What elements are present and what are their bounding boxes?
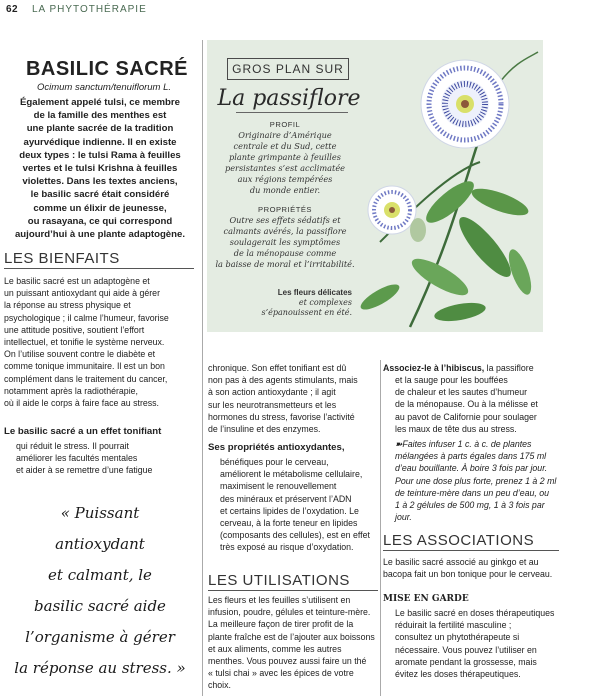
column-divider xyxy=(202,40,203,696)
title-underline xyxy=(236,112,348,113)
utilisations-text: Les fleurs et les feuilles s’utilisent en infusion, poudre, gélules et teinture-mère. La meilleure façon de tirer profit de la plante fraîche est de l’ajouter aux boissons et aux aliments, comme les autres menthes. Vous pouvez aussi faire un thé « tulsi chai » avec les épices de votre choix. xyxy=(208,595,375,691)
proprietes-label: PROPRIÉTÉS xyxy=(258,205,312,214)
mise-en-garde-text: Le basilic sacré en doses thérapeutiques réduirait la fertilité masculine ; consultez un phytothérapeute si nécessaire. Vous pouvez l’utiliser en aromate pendant la grossesse, mais évitez les doses thérapeutiques. xyxy=(395,608,555,680)
bienfaits-text: Le basilic sacré est un adaptogène et un puissant antioxydant qui aide à gérer la réponse au stress physique et psychologique ; il calme l’humeur, favorise une attitude positive, soutient l’effort intellectuel, et tonifie le système nerveux. On l’utilise souvent contre le diabète et comme tonique immunitaire. Il est un bon complément dans le traitement du cancer, notamment après la radiothérapie, où il aide le corps à faire face au stress. xyxy=(4,276,169,409)
utilisations-heading: LES UTILISATIONS xyxy=(208,572,378,591)
illustration-caption: Les fleurs délicates et complexes s’épanouissent en été. xyxy=(261,288,352,317)
pull-quote: « Puissant antioxydant et calmant, le basilic sacré aide l’organisme à gérer la réponse au stress. » xyxy=(14,504,186,677)
hibiscus-text: et la sauge pour les bouffées de chaleur et les sautes d’humeur de la ménopause. Ou à la mélisse et au pavot de Californie pour soulager les maux de tête dus au stress. xyxy=(395,375,538,434)
dosage-text: ➽Faites infuser 1 c. à c. de plantes mélangées à parts égales dans 175 ml d’eau bouillante. À boire 3 fois par jour. Pour une dose plus forte, prenez 1 à 2 ml de teinture-mère dans un peu d’eau, ou 1 à 2 gélules de 500 mg, 1 à 3 fois par jour. xyxy=(395,439,557,523)
tonifiant-heading: Le basilic sacré a un effet tonifiant xyxy=(4,426,162,437)
bienfaits-heading: LES BIENFAITS xyxy=(4,250,194,269)
plant-title: BASILIC SACRÉ xyxy=(25,58,189,80)
plant-intro: Également appelé tulsi, ce membre de la famille des menthes est une plante sacrée de la tradition ayurvédique indienne. Il en existe deux types : le tulsi Rama à feuilles vertes et le tulsi Krishna à feuilles violettes. Dans les textes anciens, le basilic sacré était considéré comme un élixir de jeunesse, ou rasayana, ce qui correspond aujourd’hui à une plante adaptogène. xyxy=(14,97,186,241)
proprietes-text: Outre ses effets sédatifs et calmants avérés, la passiflore soulagerait les symptômes de la ménopause comme la baisse de moral et l’irritabilité. xyxy=(215,215,355,269)
plant-latin-name: Ocimum sanctum/tenuiflorum L. xyxy=(36,82,172,93)
tonifiant-text: qui réduit le stress. Il pourrait améliorer les facultés mentales et aider à se remettre d’une fatigue xyxy=(16,441,153,476)
focus-plant-name: La passiflore xyxy=(217,86,361,111)
antioxydantes-text: bénéfiques pour le cerveau, améliorent le métabolisme cellulaire, maximisent le renouvellement des minéraux et préservent l’ADN et certains lipides de l’oxydation. Le cerveau, à la forte teneur en lipides (composants des cellules), est en effet très exposé au risque d’oxydation. xyxy=(220,457,370,553)
section-title: LA PHYTOTHÉRAPIE xyxy=(32,4,147,15)
associations-heading: LES ASSOCIATIONS xyxy=(383,532,559,551)
associations-text: Le basilic sacré associé au ginkgo et au bacopa fait un bon tonique pour le cerveau. xyxy=(383,557,553,580)
bienfaits-continued: chronique. Son effet tonifiant est dû non pas à des agents stimulants, mais à son action antioxydante ; il agit sur les neurotransmetteurs et les hormones du stress, favorise l’activité de l’insuline et des enzymes. xyxy=(208,363,358,435)
focus-tag: GROS PLAN SUR xyxy=(227,58,349,80)
mise-en-garde-heading: MISE EN GARDE xyxy=(383,594,469,604)
column-divider xyxy=(380,360,381,696)
hibiscus-heading: Associez-le à l’hibiscus, xyxy=(383,363,485,373)
passionflower-illustration xyxy=(350,42,542,332)
profil-label: PROFIL xyxy=(269,120,301,129)
page-header xyxy=(0,0,600,22)
page-number: 62 xyxy=(6,4,19,15)
profil-text: Originaire d’Amérique centrale et du Sud, cette plante grimpante à feuilles persistantes s’est acclimatée aux régions tempérées du monde entier. xyxy=(224,130,346,195)
antioxydantes-heading: Ses propriétés antioxydantes, xyxy=(208,442,345,453)
hibiscus-first-line: Associez-le à l’hibiscus, la passiflore xyxy=(383,363,534,373)
